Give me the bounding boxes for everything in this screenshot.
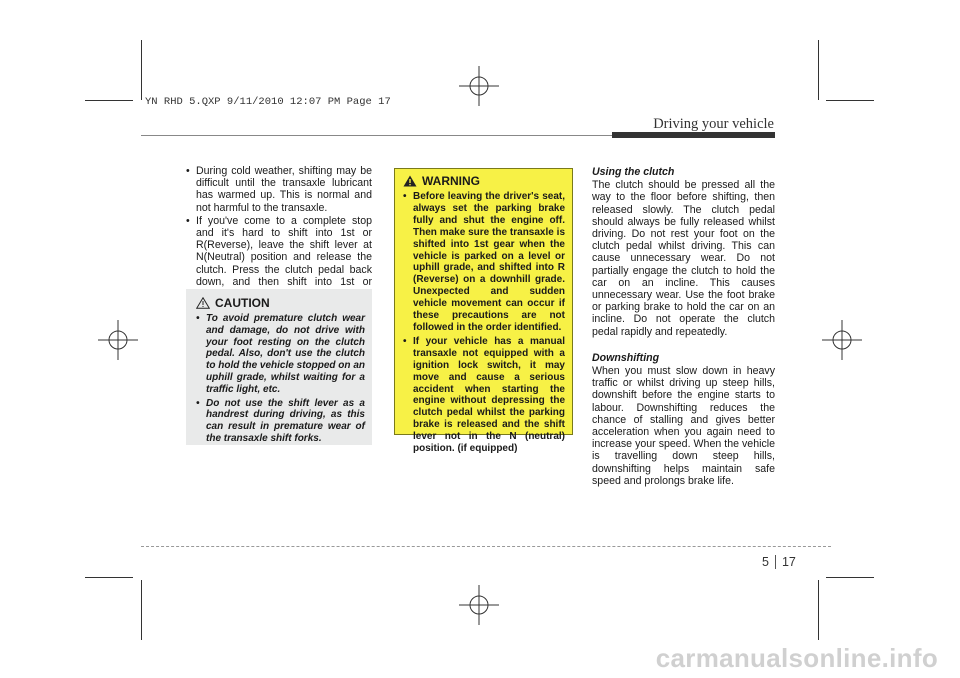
crop-mark [141,40,142,100]
page-number-value: 17 [781,555,796,569]
warning-item: • Before leaving the driver's seat, always set the parking brake fully and shut the engine off. Then make sure the transaxle is shifted into 1st gear when the vehicle is parked on a level or uphill grade, and shifted into R (Reverse) on a downhill grade. Unexpected and sudden vehicle movement can occur if these precautions are not followed in the order identified. [403,191,565,334]
section-title: Driving your vehicle [653,116,774,132]
crop-mark [818,40,819,100]
subsection-body: When you must slow down in heavy traffic or whilst driving up steep hills, downshift before the engine starts to labour. Downshifting reduces the chance of stalling and gives better acceleration when you again need to increase your speed. When the vehicle is travelling down steep hills, downshifting helps maintain safe speed and prolongs brake life. [592,365,775,487]
crop-mark [826,100,874,101]
list-item: • If you've come to a complete stop and it's hard to shift into 1st or R(Reverse), leave the shift lever at N(Neutral) position and release the clutch. Press the clutch pedal back down, and then shift into 1st or [186,215,372,300]
header-divider [141,135,641,136]
registration-mark-left [98,320,138,360]
caution-title: CAUTION [215,296,270,310]
warning-box [394,168,573,455]
page-number [762,555,796,569]
footer-divider [141,546,831,547]
subsection-body: The clutch should be pressed all the way to the floor before shifting, then released slowly. The clutch pedal should always be fully released whilst driving. Do not rest your foot on the clutch pedal whilst driving. This can cause unnecessary wear. Do not partially engage the clutch to hold the car on an incline. This causes unnecessary wear. Use the foot brake or parking brake to hold the car on an incline. Do not operate the clutch pedal rapidly and repeatedly. [592,179,775,338]
caution-triangle-icon [196,297,210,309]
subsection-heading: Using the clutch [592,166,675,178]
chapter-number: 5 [762,555,769,569]
crop-mark [818,580,819,640]
caution-item: • To avoid premature clutch wear and damage, do not drive with your foot resting on the clutch pedal. Also, don't use the clutch to hold the vehicle stopped on an uphill grade, whilst waiting for a traffic light, etc. [196,313,365,396]
registration-mark-right [822,320,862,360]
right-column [592,166,775,501]
header-accent-bar [612,132,775,138]
crop-mark [826,577,874,578]
printer-slug: YN RHD 5.QXP 9/11/2010 12:07 PM Page 17 [145,96,391,108]
warning-header [403,174,565,188]
warning-triangle-icon [403,175,417,187]
caution-item: • Do not use the shift lever as a handrest during driving, as this can result in premature wear of the transaxle shift forks. [196,398,365,445]
crop-mark [85,100,133,101]
registration-mark-bottom [459,585,499,625]
warning-title: WARNING [422,174,480,188]
registration-mark-top [459,66,499,106]
watermark: carmanualsonline.info [655,643,938,673]
left-column [186,165,372,301]
list-item: • During cold weather, shifting may be difficult until the transaxle lubricant has warmed up. This is normal and not harmful to the transaxle. [186,165,372,214]
page-number-separator [775,555,776,569]
caution-box [186,289,372,445]
crop-mark [141,580,142,640]
warning-item: • If your vehicle has a manual transaxle not equipped with a ignition lock switch, it may move and cause a serious accident when starting the engine without depressing the clutch pedal whilst the parking brake is released and the shift lever not in the N (neutral) position. (if equipped) [403,336,565,455]
subsection-heading: Downshifting [592,351,660,364]
crop-mark [85,577,133,578]
caution-header [196,296,365,310]
